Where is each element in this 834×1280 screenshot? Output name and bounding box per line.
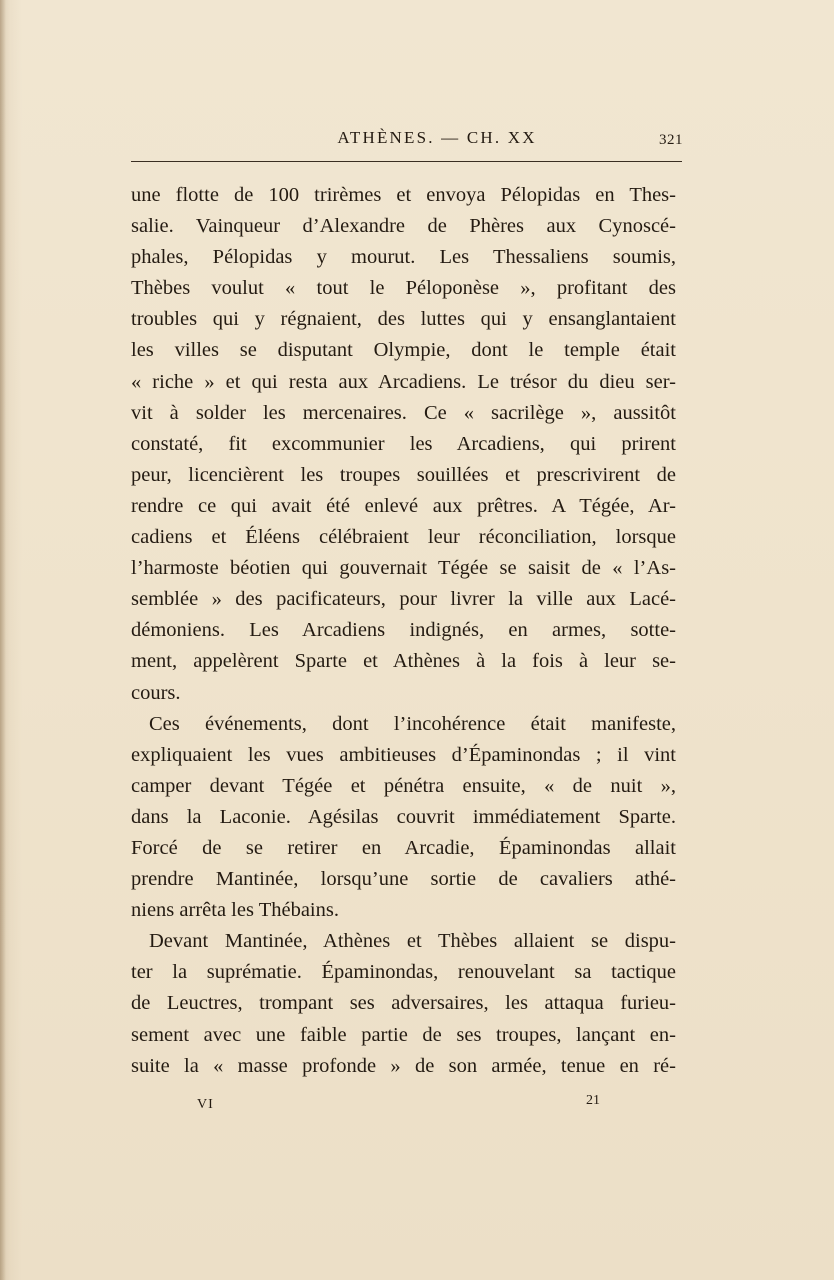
text-line: vit à solder les mercenaires. Ce « sacrilège », aussitôt <box>131 401 676 424</box>
text-line: l’harmoste béotien qui gouvernait Tégée se saisit de « l’As- <box>131 557 676 580</box>
text-line: prendre Mantinée, lorsqu’une sortie de cavaliers athé- <box>131 868 676 891</box>
page-gutter-shadow <box>0 0 6 1280</box>
text-line: une flotte de 100 trirèmes et envoya Pélopidas en Thes- <box>131 184 676 206</box>
text-line: semblée » des pacificateurs, pour livrer la ville aux Lacé- <box>131 588 676 611</box>
text-line: Forcé de se retirer en Arcadie, Épaminondas allait <box>131 836 676 859</box>
text-line: cours. <box>131 681 181 704</box>
text-line: Thèbes voulut « tout le Péloponèse », profitant des <box>131 277 676 300</box>
header-rule <box>131 161 682 162</box>
text-line: peur, licencièrent les troupes souillées et prescrivirent de <box>131 463 676 486</box>
text-line: suite la « masse profonde » de son armée, tenue en ré- <box>131 1054 676 1077</box>
text-line: de Leuctres, trompant ses adversaires, les attaqua furieu- <box>131 992 676 1015</box>
running-header <box>131 128 683 158</box>
text-line: Devant Mantinée, Athènes et Thèbes allaient se dispu- <box>149 930 676 953</box>
text-line: niens arrêta les Thébains. <box>131 899 339 922</box>
text-line: rendre ce qui avait été enlevé aux prêtres. A Tégée, Ar- <box>131 494 676 517</box>
body-text <box>131 180 676 1082</box>
running-title: ATHÈNES. — CH. XX <box>337 128 537 147</box>
text-line: cadiens et Éléens célébraient leur réconciliation, lorsque <box>131 526 676 549</box>
text-line: camper devant Tégée et pénétra ensuite, « de nuit », <box>131 774 676 797</box>
text-line: phales, Pélopidas y mourut. Les Thessaliens soumis, <box>131 246 676 269</box>
text-line: démoniens. Les Arcadiens indignés, en armes, sotte- <box>131 619 676 642</box>
text-line: Ces événements, dont l’incohérence était manifeste, <box>149 712 676 735</box>
text-line: sement avec une faible partie de ses troupes, lançant en- <box>131 1023 676 1046</box>
text-line: les villes se disputant Olympie, dont le temple était <box>131 339 676 362</box>
signature-mark: VI <box>197 1097 214 1112</box>
text-line: dans la Laconie. Agésilas couvrit immédiatement Sparte. <box>131 805 676 828</box>
text-line: expliquaient les vues ambitieuses d’Épaminondas ; il vint <box>131 743 676 766</box>
page-footer <box>131 1093 683 1117</box>
text-line: constaté, fit excommunier les Arcadiens, qui prirent <box>131 432 676 455</box>
text-line: salie. Vainqueur d’Alexandre de Phères aux Cynoscé- <box>131 215 676 238</box>
text-line: ter la suprématie. Épaminondas, renouvelant sa tactique <box>131 961 676 984</box>
text-line: « riche » et qui resta aux Arcadiens. Le trésor du dieu ser- <box>131 370 676 393</box>
signature-number: 21 <box>586 1093 600 1108</box>
text-line: ment, appelèrent Sparte et Athènes à la fois à leur se- <box>131 650 676 673</box>
text-line: troubles qui y régnaient, des luttes qui y ensanglantaient <box>131 308 676 331</box>
page-number: 321 <box>659 132 683 148</box>
